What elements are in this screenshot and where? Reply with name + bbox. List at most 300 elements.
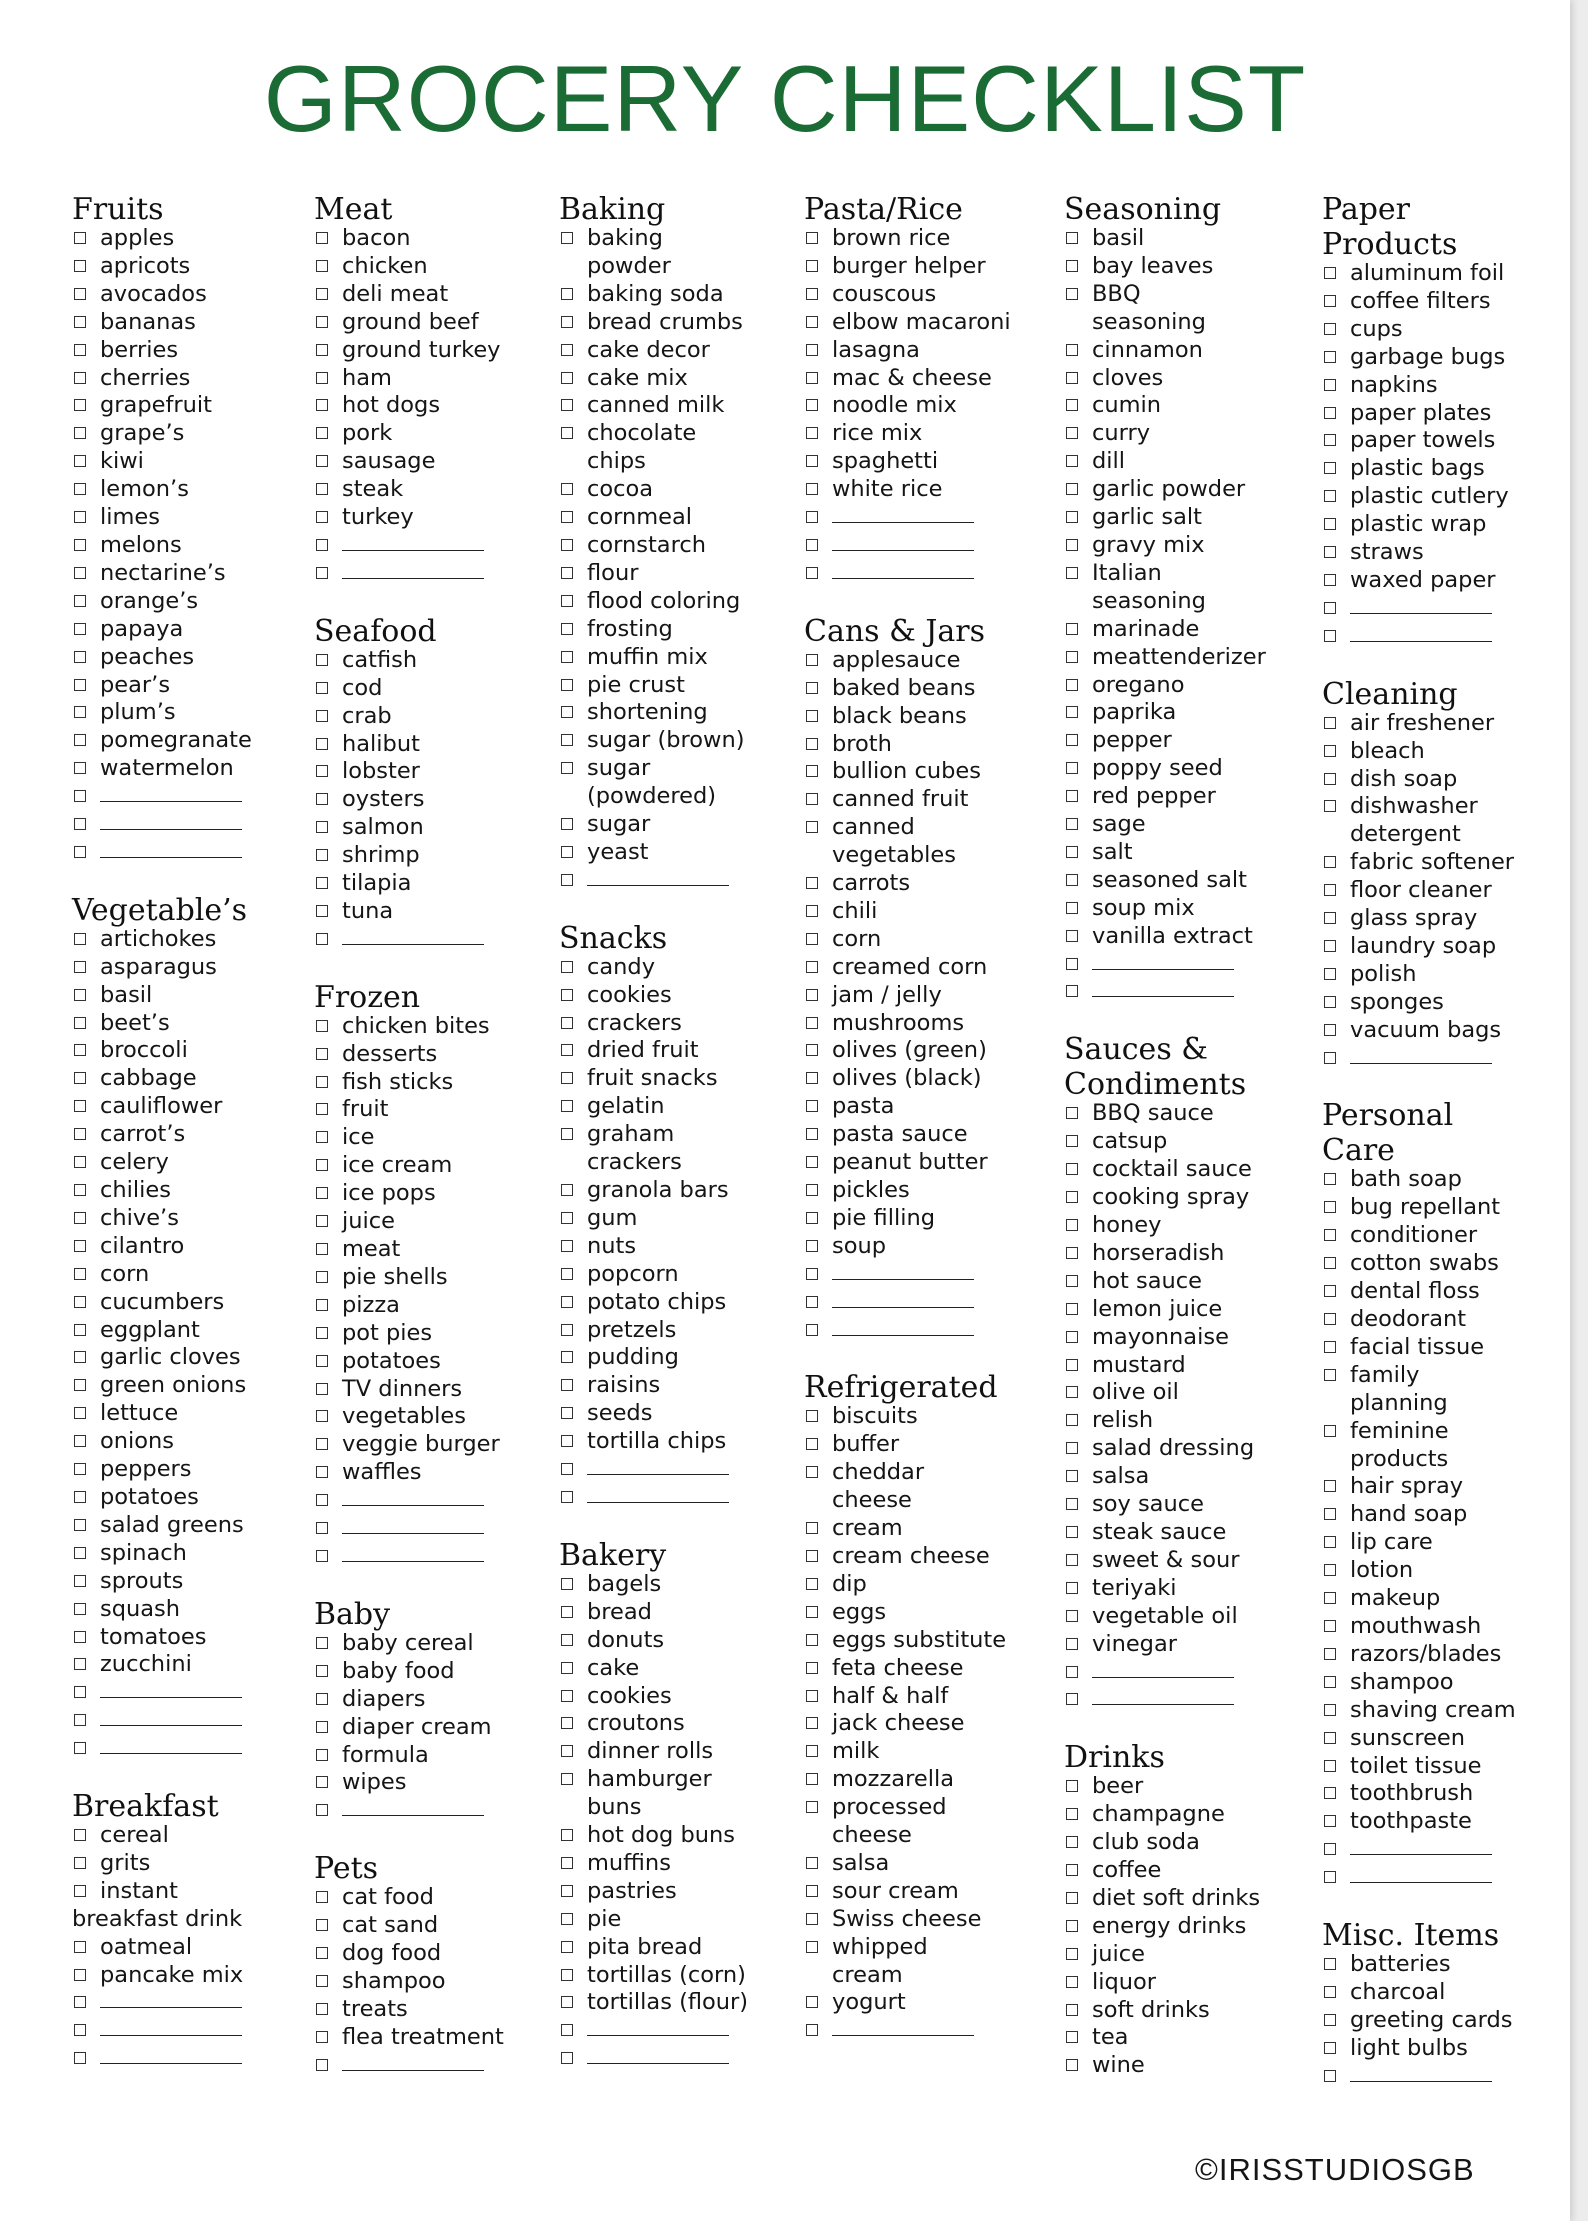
checklist-item[interactable] <box>804 253 1011 281</box>
checklist-item[interactable] <box>1064 253 1266 281</box>
checkbox[interactable] <box>1324 1341 1336 1353</box>
checklist-item[interactable] <box>804 1627 1011 1655</box>
checklist-item[interactable] <box>314 2024 504 2052</box>
checklist-item[interactable] <box>559 1962 748 1990</box>
blank-item[interactable] <box>72 839 252 867</box>
write-in-line[interactable] <box>1092 951 1234 970</box>
checklist-item[interactable] <box>1322 1557 1516 1585</box>
checklist-item[interactable] <box>314 1041 504 1069</box>
checklist-item[interactable] <box>559 1065 748 1093</box>
checklist-item[interactable] <box>804 1850 1011 1878</box>
blank-item[interactable] <box>1322 595 1516 623</box>
checklist-item[interactable] <box>72 1149 252 1177</box>
checkbox[interactable] <box>316 232 328 244</box>
checklist-item[interactable] <box>804 982 1011 1010</box>
checkbox[interactable] <box>561 316 573 328</box>
checklist-item[interactable] <box>1064 895 1266 923</box>
checkbox[interactable] <box>806 232 818 244</box>
checkbox[interactable] <box>316 372 328 384</box>
checklist-item[interactable] <box>559 1989 748 2017</box>
checklist-item[interactable] <box>314 1630 504 1658</box>
checkbox[interactable] <box>1324 1369 1336 1381</box>
checkbox[interactable] <box>1324 1536 1336 1548</box>
checklist-item[interactable] <box>804 1878 1011 1906</box>
checkbox[interactable] <box>1066 706 1078 718</box>
blank-item[interactable] <box>559 1456 748 1484</box>
checkbox[interactable] <box>1324 800 1336 812</box>
blank-item[interactable] <box>1322 1864 1516 1892</box>
checkbox[interactable] <box>806 1550 818 1562</box>
checkbox[interactable] <box>316 1020 328 1032</box>
write-in-line[interactable] <box>342 560 484 579</box>
checkbox[interactable] <box>74 1212 86 1224</box>
write-in-line[interactable] <box>832 1261 974 1280</box>
checkbox[interactable] <box>1324 2014 1336 2026</box>
checklist-item[interactable] <box>1064 1941 1266 1969</box>
checkbox[interactable] <box>561 1240 573 1252</box>
checkbox[interactable] <box>74 1268 86 1280</box>
checkbox[interactable] <box>806 1913 818 1925</box>
checklist-item[interactable] <box>559 588 748 616</box>
checklist-item[interactable] <box>1064 1463 1266 1491</box>
checkbox[interactable] <box>74 1631 86 1643</box>
checkbox[interactable] <box>74 1100 86 1112</box>
checkbox[interactable] <box>1324 1871 1336 1883</box>
checklist-item[interactable] <box>804 1543 1011 1571</box>
checkbox[interactable] <box>561 1296 573 1308</box>
checklist-item[interactable] <box>559 337 748 365</box>
checklist-item[interactable] <box>314 758 504 786</box>
blank-item[interactable] <box>314 532 504 560</box>
checkbox[interactable] <box>806 1745 818 1757</box>
checklist-item[interactable] <box>1064 448 1266 476</box>
checkbox[interactable] <box>74 1547 86 1559</box>
write-in-line[interactable] <box>832 1317 974 1336</box>
checklist-item[interactable] <box>1322 1529 1516 1557</box>
write-in-line[interactable] <box>1092 1686 1234 1705</box>
checkbox[interactable] <box>1324 267 1336 279</box>
checklist-item[interactable] <box>1064 1128 1266 1156</box>
blank-item[interactable] <box>1064 978 1266 1006</box>
checkbox[interactable] <box>806 2024 818 2036</box>
checkbox[interactable] <box>1066 958 1078 970</box>
checklist-item[interactable] <box>314 1152 504 1180</box>
checkbox[interactable] <box>1066 1498 1078 1510</box>
checkbox[interactable] <box>1324 1843 1336 1855</box>
checkbox[interactable] <box>1324 295 1336 307</box>
checklist-item[interactable] <box>1322 316 1516 344</box>
blank-item[interactable] <box>804 532 1011 560</box>
checkbox[interactable] <box>806 260 818 272</box>
checkbox[interactable] <box>1066 455 1078 467</box>
checkbox[interactable] <box>1066 1836 1078 1848</box>
checkbox[interactable] <box>74 288 86 300</box>
checklist-item[interactable] <box>1064 1801 1266 1829</box>
checkbox[interactable] <box>316 1243 328 1255</box>
checklist-item[interactable] <box>1322 1613 1516 1641</box>
checklist-item[interactable] <box>804 675 1011 703</box>
checklist-item[interactable] <box>559 1627 748 1655</box>
checklist-item[interactable] <box>72 644 252 672</box>
checklist-item[interactable] <box>1322 1501 1516 1529</box>
checklist-item[interactable] <box>559 954 748 982</box>
checkbox[interactable] <box>316 1975 328 1987</box>
checklist-item[interactable] <box>1322 1669 1516 1697</box>
checklist-item[interactable] <box>314 842 504 870</box>
checklist-item[interactable] <box>1064 1212 1266 1240</box>
checklist-item[interactable] <box>1064 225 1266 253</box>
checkbox[interactable] <box>806 1996 818 2008</box>
checklist-item[interactable] <box>804 954 1011 982</box>
checklist-item[interactable] <box>804 647 1011 675</box>
checkbox[interactable] <box>561 651 573 663</box>
checklist-item[interactable] <box>1064 1603 1266 1631</box>
checklist-item[interactable] <box>72 1512 252 1540</box>
checkbox[interactable] <box>806 821 818 833</box>
checkbox[interactable] <box>806 1773 818 1785</box>
checkbox[interactable] <box>561 483 573 495</box>
checkbox[interactable] <box>316 905 328 917</box>
checklist-item[interactable] <box>314 703 504 731</box>
write-in-line[interactable] <box>832 560 974 579</box>
checkbox[interactable] <box>806 1044 818 1056</box>
checkbox[interactable] <box>316 1299 328 1311</box>
checkbox[interactable] <box>1324 968 1336 980</box>
checklist-item[interactable] <box>72 672 252 700</box>
checkbox[interactable] <box>1324 1285 1336 1297</box>
blank-item[interactable] <box>314 926 504 954</box>
checkbox[interactable] <box>74 1686 86 1698</box>
blank-item[interactable] <box>804 2017 1011 2045</box>
checkbox[interactable] <box>1066 1693 1078 1705</box>
checkbox[interactable] <box>561 288 573 300</box>
checkbox[interactable] <box>1324 351 1336 363</box>
checklist-item[interactable] <box>72 392 252 420</box>
checkbox[interactable] <box>316 1438 328 1450</box>
checkbox[interactable] <box>1066 372 1078 384</box>
checklist-item[interactable] <box>1064 2024 1266 2052</box>
checklist-item[interactable] <box>1322 710 1516 738</box>
checklist-item[interactable] <box>72 926 252 954</box>
checklist-item[interactable] <box>559 1372 748 1400</box>
write-in-line[interactable] <box>832 532 974 551</box>
checklist-item[interactable] <box>314 1658 504 1686</box>
checkbox[interactable] <box>74 790 86 802</box>
checklist-item[interactable] <box>314 1912 504 1940</box>
checkbox[interactable] <box>316 567 328 579</box>
checkbox[interactable] <box>1066 1638 1078 1650</box>
checklist-item[interactable] <box>72 1093 252 1121</box>
checkbox[interactable] <box>316 399 328 411</box>
checkbox[interactable] <box>806 1100 818 1112</box>
checklist-item[interactable] <box>314 870 504 898</box>
checkbox[interactable] <box>1324 630 1336 642</box>
checklist-item[interactable] <box>1322 455 1516 483</box>
checklist-item[interactable] <box>559 1400 748 1428</box>
checkbox[interactable] <box>74 706 86 718</box>
checkbox[interactable] <box>74 2024 86 2036</box>
checklist-item[interactable] <box>1064 1240 1266 1268</box>
checklist-item[interactable] <box>1064 783 1266 811</box>
checklist-item[interactable] <box>559 1599 748 1627</box>
checklist-item[interactable] <box>559 1710 748 1738</box>
checklist-item[interactable] <box>1064 532 1266 560</box>
write-in-line[interactable] <box>1350 1045 1492 1064</box>
checkbox[interactable] <box>561 1913 573 1925</box>
blank-item[interactable] <box>1322 1836 1516 1864</box>
checkbox[interactable] <box>316 1749 328 1761</box>
checklist-item[interactable] <box>1064 811 1266 839</box>
checkbox[interactable] <box>806 1017 818 1029</box>
checklist-item[interactable] <box>1064 2052 1266 2080</box>
checkbox[interactable] <box>806 1184 818 1196</box>
write-in-line[interactable] <box>100 811 242 830</box>
checkbox[interactable] <box>74 933 86 945</box>
checklist-item[interactable] <box>1322 567 1516 595</box>
checkbox[interactable] <box>1324 884 1336 896</box>
checkbox[interactable] <box>1066 1864 1078 1876</box>
write-in-line[interactable] <box>1350 1864 1492 1883</box>
checklist-item[interactable] <box>314 1292 504 1320</box>
checklist-item[interactable] <box>1064 1997 1266 2025</box>
checklist-item[interactable] <box>1322 1473 1516 1501</box>
checkbox[interactable] <box>74 427 86 439</box>
checklist-item[interactable] <box>804 1037 1011 1065</box>
checklist-item[interactable] <box>1064 1407 1266 1435</box>
checklist-item[interactable] <box>559 1878 748 1906</box>
checkbox[interactable] <box>74 1575 86 1587</box>
checklist-item[interactable] <box>804 1738 1011 1766</box>
checkbox[interactable] <box>74 1714 86 1726</box>
checklist-item[interactable] <box>1322 288 1516 316</box>
checkbox[interactable] <box>1324 1815 1336 1827</box>
checkbox[interactable] <box>1324 434 1336 446</box>
checklist-item[interactable] <box>1064 727 1266 755</box>
checklist-item[interactable] <box>559 476 748 504</box>
checklist-item[interactable] <box>1322 1808 1516 1836</box>
checklist-item[interactable] <box>72 1934 252 1962</box>
checklist-item[interactable] <box>559 392 748 420</box>
checklist-item[interactable] <box>804 420 1011 448</box>
checklist-item[interactable] <box>1322 539 1516 567</box>
write-in-line[interactable] <box>100 839 242 858</box>
checkbox[interactable] <box>74 961 86 973</box>
checkbox[interactable] <box>1066 1359 1078 1371</box>
checkbox[interactable] <box>74 1658 86 1670</box>
checklist-item[interactable] <box>559 1233 748 1261</box>
checkbox[interactable] <box>806 1522 818 1534</box>
write-in-line[interactable] <box>1350 1836 1492 1855</box>
blank-item[interactable] <box>72 1735 252 1763</box>
checkbox[interactable] <box>561 1044 573 1056</box>
checklist-item[interactable] <box>559 365 748 393</box>
checkbox[interactable] <box>561 1351 573 1363</box>
checkbox[interactable] <box>806 1410 818 1422</box>
write-in-line[interactable] <box>100 1679 242 1698</box>
checkbox[interactable] <box>1324 1787 1336 1799</box>
checkbox[interactable] <box>561 1662 573 1674</box>
checklist-item[interactable] <box>314 675 504 703</box>
checklist-item[interactable] <box>1064 839 1266 867</box>
checkbox[interactable] <box>1066 1526 1078 1538</box>
checkbox[interactable] <box>316 1355 328 1367</box>
checklist-item[interactable] <box>72 954 252 982</box>
checklist-item[interactable] <box>804 703 1011 731</box>
checklist-item[interactable] <box>1322 1585 1516 1613</box>
checkbox[interactable] <box>74 1044 86 1056</box>
checkbox[interactable] <box>74 1742 86 1754</box>
checkbox[interactable] <box>561 1407 573 1419</box>
checkbox[interactable] <box>561 1184 573 1196</box>
checklist-item[interactable] <box>1064 476 1266 504</box>
checklist-item[interactable] <box>559 1766 748 1794</box>
checkbox[interactable] <box>806 316 818 328</box>
checklist-item[interactable] <box>314 337 504 365</box>
write-in-line[interactable] <box>587 1456 729 1475</box>
checkbox[interactable] <box>806 511 818 523</box>
checkbox[interactable] <box>806 1857 818 1869</box>
checklist-item[interactable] <box>804 365 1011 393</box>
checklist-item[interactable] <box>559 672 748 700</box>
checklist-item[interactable] <box>72 1261 252 1289</box>
write-in-line[interactable] <box>342 532 484 551</box>
checklist-item[interactable] <box>1322 1278 1516 1306</box>
checklist-item[interactable] <box>72 1822 252 1850</box>
checklist-item[interactable] <box>314 1264 504 1292</box>
write-in-line[interactable] <box>342 926 484 945</box>
checklist-item[interactable] <box>72 365 252 393</box>
blank-item[interactable] <box>72 1989 252 2017</box>
checkbox[interactable] <box>1066 1808 1078 1820</box>
checkbox[interactable] <box>1066 762 1078 774</box>
write-in-line[interactable] <box>100 2017 242 2036</box>
checklist-item[interactable] <box>1322 1166 1516 1194</box>
checklist-item[interactable] <box>559 532 748 560</box>
checklist-item[interactable] <box>314 1459 504 1487</box>
checklist-item[interactable] <box>72 616 252 644</box>
checklist-item[interactable] <box>1064 1631 1266 1659</box>
write-in-line[interactable] <box>1092 1659 1234 1678</box>
checkbox[interactable] <box>316 1410 328 1422</box>
checklist-item[interactable] <box>1064 504 1266 532</box>
checklist-item[interactable] <box>72 253 252 281</box>
checklist-item[interactable] <box>1064 1913 1266 1941</box>
checkbox[interactable] <box>561 1941 573 1953</box>
checkbox[interactable] <box>1066 2059 1078 2071</box>
checklist-item[interactable] <box>1322 344 1516 372</box>
checkbox[interactable] <box>316 316 328 328</box>
checkbox[interactable] <box>1066 734 1078 746</box>
checklist-item[interactable] <box>314 1236 504 1264</box>
checkbox[interactable] <box>1066 846 1078 858</box>
checklist-item[interactable] <box>314 1968 504 1996</box>
checkbox[interactable] <box>1066 1610 1078 1622</box>
checklist-item[interactable] <box>1064 1829 1266 1857</box>
checkbox[interactable] <box>806 738 818 750</box>
checklist-item[interactable] <box>804 1934 1011 1962</box>
checkbox[interactable] <box>561 539 573 551</box>
checkbox[interactable] <box>806 1662 818 1674</box>
checkbox[interactable] <box>1324 1592 1336 1604</box>
checklist-item[interactable] <box>559 1317 748 1345</box>
write-in-line[interactable] <box>342 1515 484 1534</box>
checklist-item[interactable] <box>72 504 252 532</box>
checklist-item[interactable] <box>314 1769 504 1797</box>
checkbox[interactable] <box>1324 1676 1336 1688</box>
checkbox[interactable] <box>316 738 328 750</box>
checkbox[interactable] <box>316 793 328 805</box>
checklist-item[interactable] <box>804 731 1011 759</box>
checklist-item[interactable] <box>1322 1250 1516 1278</box>
checklist-item[interactable] <box>314 1714 504 1742</box>
checkbox[interactable] <box>806 567 818 579</box>
write-in-line[interactable] <box>100 783 242 802</box>
checkbox[interactable] <box>74 1885 86 1897</box>
checkbox[interactable] <box>1066 1780 1078 1792</box>
checklist-item[interactable] <box>1322 1194 1516 1222</box>
checklist-item[interactable] <box>1064 1575 1266 1603</box>
checkbox[interactable] <box>561 1996 573 2008</box>
checklist-item[interactable] <box>559 1738 748 1766</box>
checklist-item[interactable] <box>1322 1725 1516 1753</box>
checklist-item[interactable] <box>1064 755 1266 783</box>
checklist-item[interactable] <box>72 448 252 476</box>
checkbox[interactable] <box>316 1159 328 1171</box>
checklist-item[interactable] <box>1322 483 1516 511</box>
checklist-item[interactable] <box>314 731 504 759</box>
checkbox[interactable] <box>1324 717 1336 729</box>
write-in-line[interactable] <box>342 1487 484 1506</box>
blank-item[interactable] <box>72 2017 252 2045</box>
checklist-item[interactable] <box>1064 420 1266 448</box>
write-in-line[interactable] <box>1350 623 1492 642</box>
checkbox[interactable] <box>74 1463 86 1475</box>
checklist-item[interactable] <box>559 699 748 727</box>
checklist-item[interactable] <box>72 1651 252 1679</box>
checkbox[interactable] <box>316 682 328 694</box>
checklist-item[interactable] <box>72 1456 252 1484</box>
blank-item[interactable] <box>1064 951 1266 979</box>
checkbox[interactable] <box>806 682 818 694</box>
checkbox[interactable] <box>74 1857 86 1869</box>
checklist-item[interactable] <box>72 699 252 727</box>
checklist-item[interactable] <box>314 504 504 532</box>
checkbox[interactable] <box>74 1017 86 1029</box>
checklist-item[interactable] <box>804 1655 1011 1683</box>
checklist-item[interactable] <box>1322 1362 1516 1390</box>
checkbox[interactable] <box>316 1804 328 1816</box>
checkbox[interactable] <box>1324 1564 1336 1576</box>
checkbox[interactable] <box>1324 2070 1336 2082</box>
checklist-item[interactable] <box>314 392 504 420</box>
checklist-item[interactable] <box>72 337 252 365</box>
checkbox[interactable] <box>74 483 86 495</box>
checkbox[interactable] <box>74 846 86 858</box>
blank-item[interactable] <box>72 1707 252 1735</box>
blank-item[interactable] <box>314 560 504 588</box>
checkbox[interactable] <box>561 1606 573 1618</box>
blank-item[interactable] <box>72 811 252 839</box>
checklist-item[interactable] <box>314 365 504 393</box>
checkbox[interactable] <box>1324 1958 1336 1970</box>
checkbox[interactable] <box>561 1491 573 1503</box>
checkbox[interactable] <box>561 1634 573 1646</box>
checkbox[interactable] <box>316 933 328 945</box>
checklist-item[interactable] <box>1064 1491 1266 1519</box>
checkbox[interactable] <box>806 1606 818 1618</box>
checklist-item[interactable] <box>1322 2035 1516 2063</box>
checkbox[interactable] <box>316 288 328 300</box>
